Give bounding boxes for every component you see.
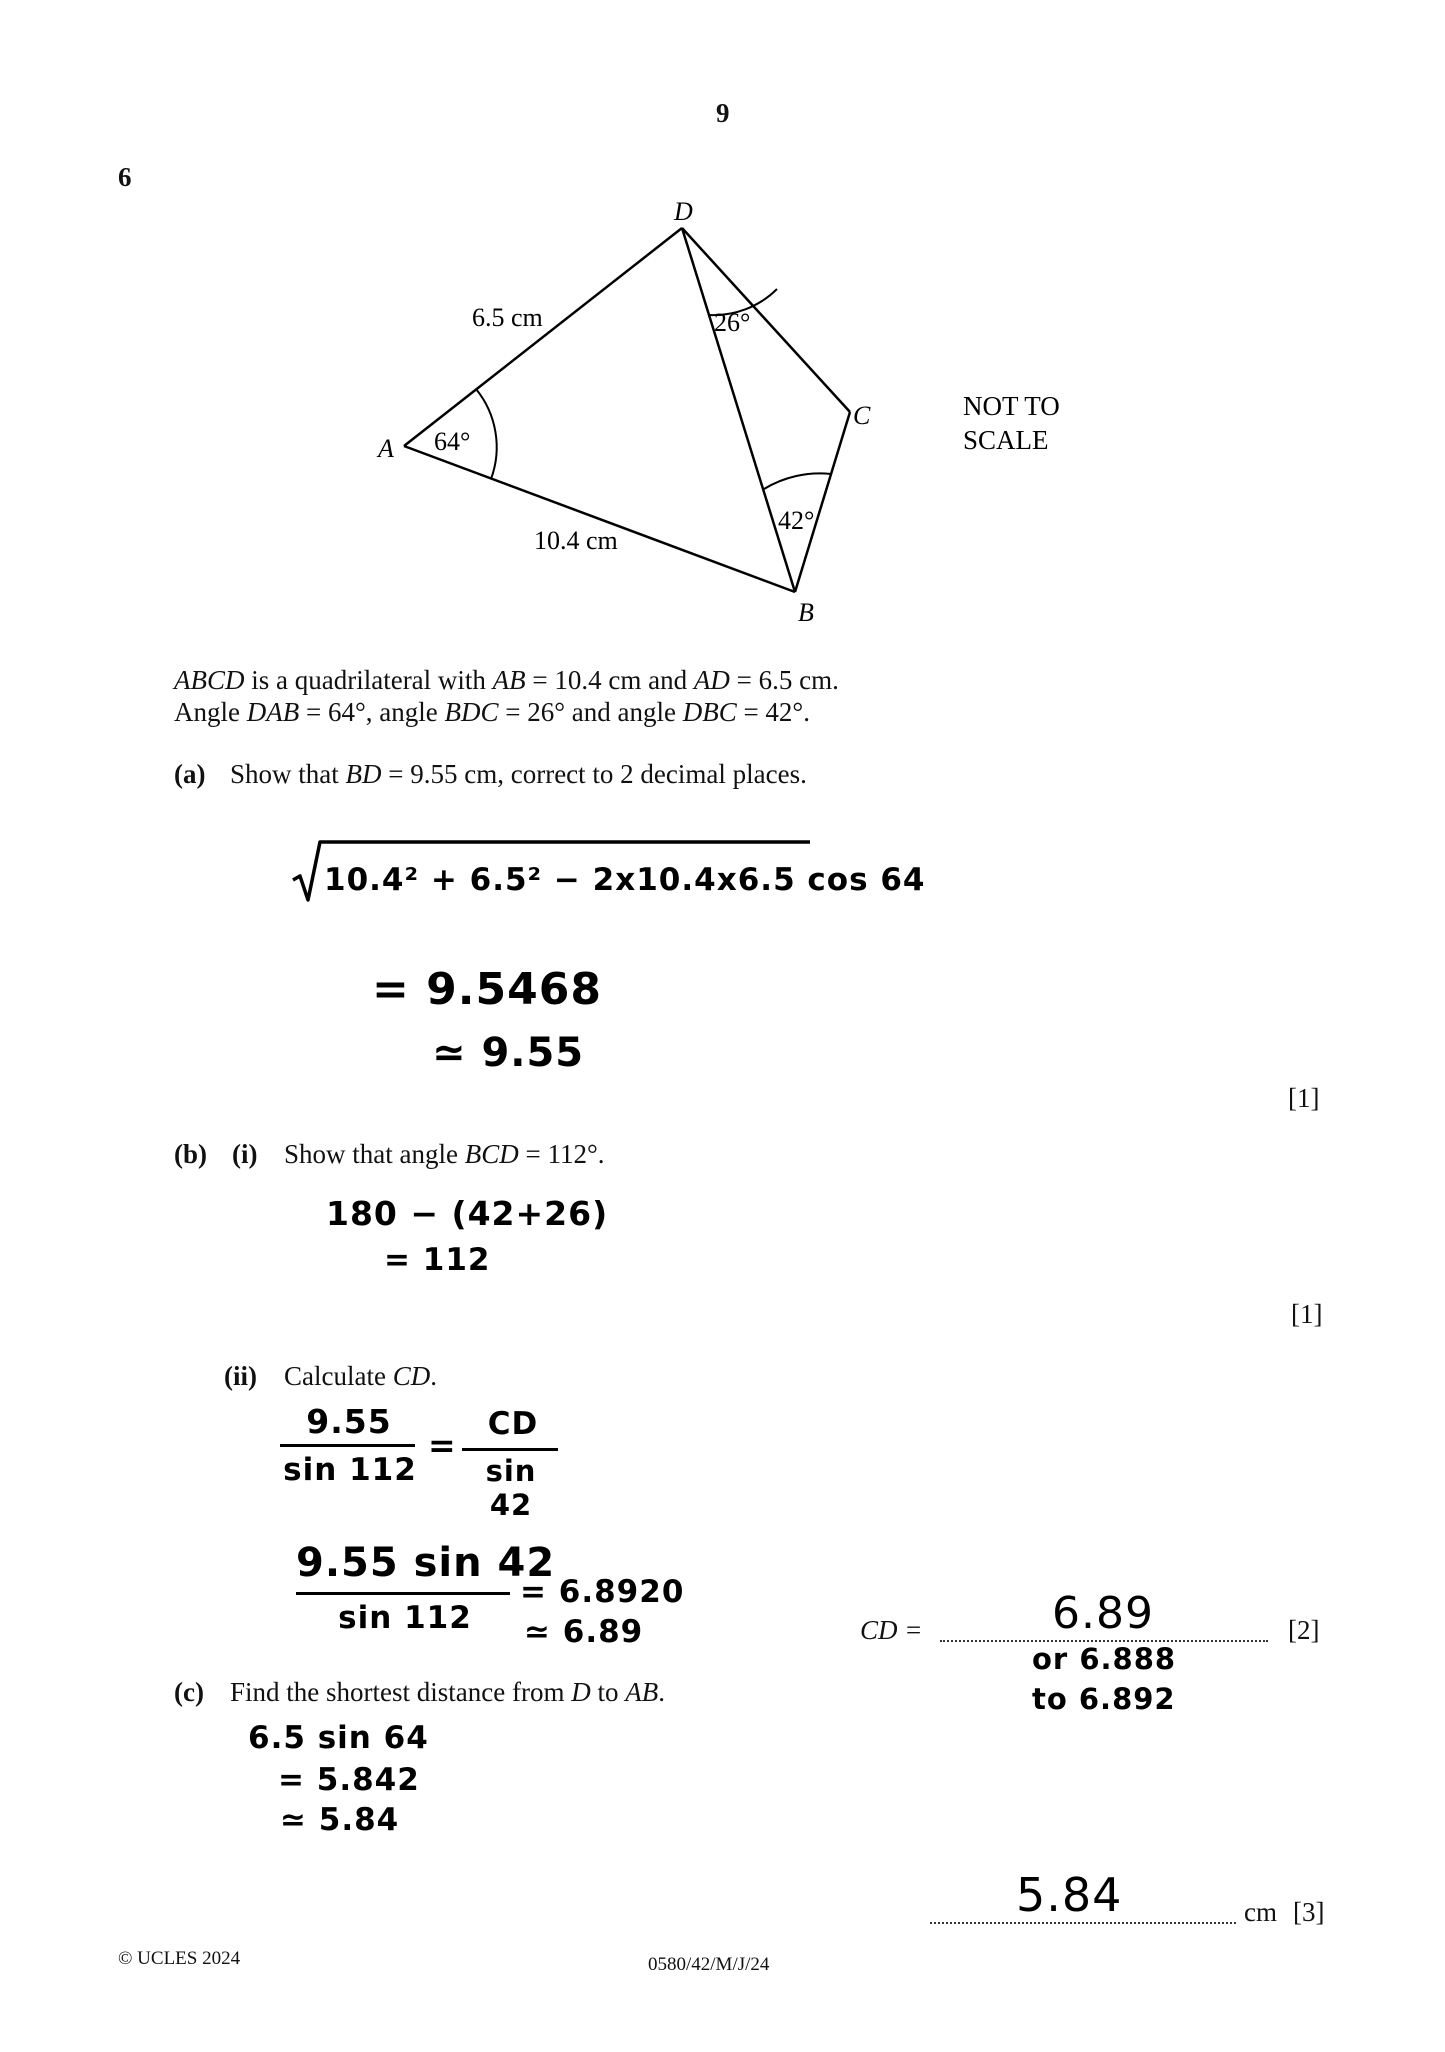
side-dc: [682, 228, 850, 412]
diagonal-bd: [682, 228, 795, 592]
frac2-bar: [462, 1448, 558, 1451]
side-ab: [404, 446, 795, 592]
part-c-work-line-2: = 5.842: [278, 1762, 420, 1798]
frac-equals: =: [428, 1426, 457, 1465]
part-b-i-question: Show that angle BCD = 112°.: [284, 1139, 605, 1169]
part-b-ii-label: (ii): [224, 1361, 257, 1391]
footer-copyright: © UCLES 2024: [118, 1948, 241, 1969]
part-b-i-label: (i): [232, 1139, 258, 1169]
footer-paper-code: 0580/42/M/J/24: [648, 1954, 770, 1975]
part-b-ii-question: Calculate CD.: [284, 1361, 437, 1391]
quadrilateral-figure: [0, 0, 1445, 650]
frac3-bar: [296, 1592, 510, 1595]
part-a-marks: [1]: [1288, 1083, 1320, 1113]
vertex-d-label: D: [674, 197, 693, 226]
part-c-marks: [3]: [1293, 1897, 1325, 1927]
frac1-numerator: 9.55: [306, 1402, 392, 1441]
part-c-work-line-1: 6.5 sin 64: [248, 1720, 429, 1756]
label-ad-length: 6.5 cm: [472, 303, 543, 332]
vertex-a-label: A: [378, 434, 394, 463]
label-ab-length: 10.4 cm: [534, 526, 618, 555]
part-c-work-line-3: ≃ 5.84: [280, 1802, 400, 1838]
part-a-label: (a): [174, 759, 206, 789]
frac3-denominator: sin 112: [338, 1600, 472, 1636]
frac2-denominator: sin 42: [485, 1454, 537, 1522]
part-b-label: (b): [174, 1139, 207, 1169]
frac1-denominator: sin 112: [283, 1452, 417, 1488]
page-number: 9: [716, 98, 730, 128]
side-ad: [404, 228, 682, 446]
vertex-c-label: C: [853, 401, 871, 430]
label-angle-d: 26°: [714, 308, 751, 337]
cd-answer-label: CD =: [860, 1615, 923, 1645]
part-c-answer-line: [930, 1922, 1236, 1924]
side-cb: [795, 412, 850, 592]
stem-line-2: Angle DAB = 64°, angle BDC = 26° and angle DBC = 42°.: [174, 697, 810, 727]
part-c-answer-value: 5.84: [1016, 1868, 1123, 1922]
part-b-i-work-line-2: = 112: [384, 1242, 491, 1278]
part-b-i-marks: [1]: [1291, 1299, 1323, 1329]
frac3-numerator: 9.55 sin 42: [296, 1540, 556, 1586]
stem-line-1: ABCD is a quadrilateral with AB = 10.4 cm and AD = 6.5 cm.: [174, 665, 839, 695]
frac2-numerator: CD: [487, 1406, 539, 1442]
cd-answer-note-1: or 6.888: [1032, 1642, 1177, 1676]
arc-angle-b: [764, 473, 831, 489]
frac1-bar: [280, 1444, 415, 1447]
cd-answer-value: 6.89: [1052, 1588, 1154, 1639]
label-angle-a: 64°: [434, 427, 471, 456]
part-c-question: Find the shortest distance from D to AB.: [230, 1677, 665, 1707]
part-b-ii-result-1: = 6.8920: [520, 1574, 685, 1610]
question-number: 6: [118, 162, 132, 192]
arc-angle-a: [476, 389, 497, 479]
part-b-i-work-line-1: 180 − (42+26): [326, 1194, 609, 1233]
part-c-label: (c): [174, 1677, 204, 1707]
part-a-work-line-2: = 9.5468: [372, 964, 602, 1015]
cd-answer-note-2: to 6.892: [1032, 1682, 1176, 1716]
part-b-ii-marks: [2]: [1288, 1615, 1320, 1645]
not-to-scale-line1: NOT TO: [963, 391, 1060, 421]
part-a-question: Show that BD = 9.55 cm, correct to 2 decimal places.: [230, 759, 807, 789]
not-to-scale-line2: SCALE: [963, 425, 1049, 455]
vertex-b-label: B: [798, 598, 814, 627]
part-b-ii-result-2: ≃ 6.89: [524, 1614, 644, 1650]
part-a-work-line-3: ≃ 9.55: [432, 1030, 585, 1076]
part-c-unit: cm: [1244, 1897, 1277, 1927]
part-a-work-line-1: 10.4² + 6.5² − 2x10.4x6.5 cos 64: [324, 862, 926, 898]
label-angle-b: 42°: [778, 506, 815, 535]
